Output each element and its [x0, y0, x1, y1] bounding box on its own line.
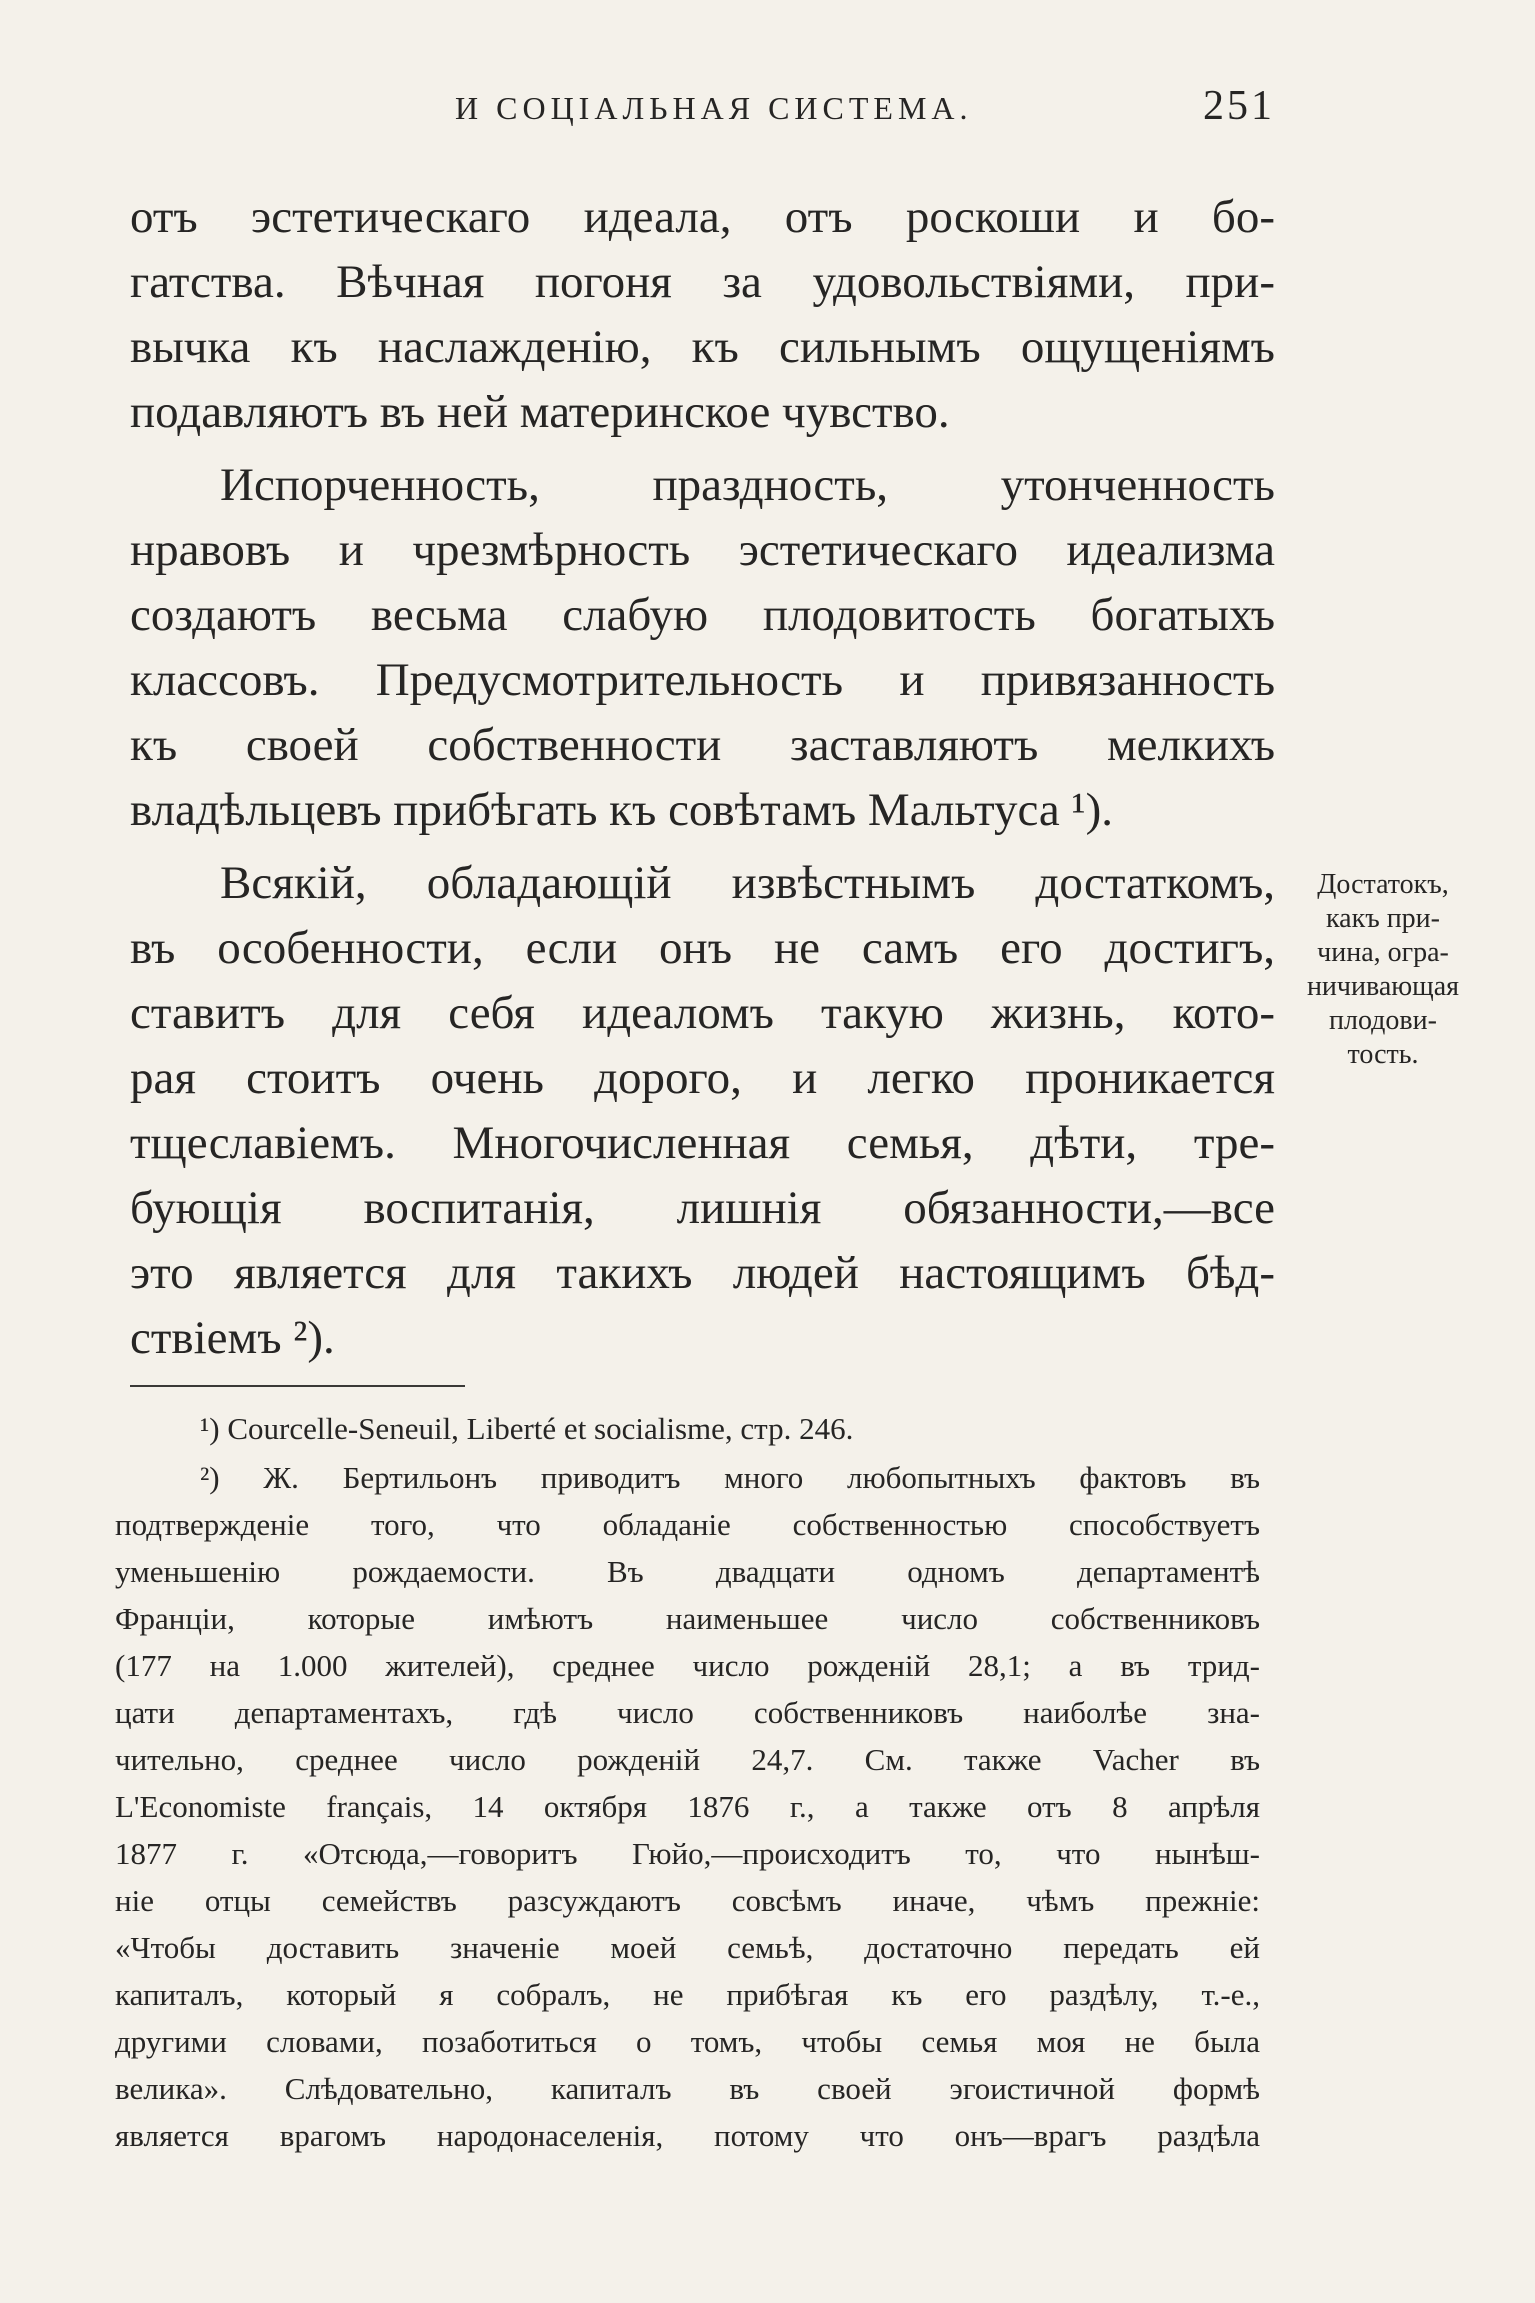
footnote-line: ¹) Courcelle-Seneuil, Liberté et socialisme, стр. 246. [200, 1411, 854, 1446]
text-line: подавляютъ въ ней материнское чувство. [130, 386, 950, 438]
footnote-line: капиталъ, который я собралъ, не прибѣгая къ его раздѣлу, т.-е., [115, 1977, 1260, 2012]
text-line: Всякій, обладающій извѣстнымъ достаткомъ, [220, 857, 1275, 909]
text-line: бующія воспитанія, лишнія обязанности,—все [130, 1182, 1275, 1234]
running-title: И СОЦІАЛЬНАЯ СИСТЕМА. [455, 90, 973, 126]
footnote-line: ніе отцы семействъ разсуждаютъ совсѣмъ иначе, чѣмъ прежніе: [115, 1883, 1260, 1918]
text-line: вычка къ наслажденію, къ сильнымъ ощущеніямъ [130, 321, 1275, 373]
text-line: къ своей собственности заставляютъ мелкихъ [130, 719, 1275, 771]
text-line: нравовъ и чрезмѣрность эстетическаго идеализма [130, 524, 1275, 576]
text-line: тщеславіемъ. Многочисленная семья, дѣти, тре- [130, 1117, 1275, 1169]
text-line: рая стоитъ очень дорого, и легко проникается [130, 1052, 1275, 1104]
page-header [455, 82, 1275, 132]
footnote-line: ²) Ж. Бертильонъ приводитъ много любопытныхъ фактовъ въ [200, 1460, 1260, 1495]
text-line: классовъ. Предусмотрительность и привязанность [130, 654, 1275, 706]
footnote-line: подтвержденіе того, что обладаніе собственностью способствуетъ [115, 1507, 1260, 1542]
footnote-line: цати департаментахъ, гдѣ число собственниковъ наиболѣе зна- [115, 1695, 1260, 1730]
margin-note-line: ничивающая [1306, 971, 1460, 1002]
margin-note-line: какъ при- [1326, 903, 1440, 934]
margin-note-line: тость. [1347, 1039, 1419, 1070]
text-line: владѣльцевъ прибѣгать къ совѣтамъ Мальтуса ¹). [130, 784, 1114, 836]
text-line: ствіемъ ²). [130, 1312, 335, 1364]
footnote-line: Франціи, которые имѣютъ наименьшее число собственниковъ [115, 1601, 1260, 1636]
margin-note [1283, 868, 1483, 1072]
text-line: ставитъ для себя идеаломъ такую жизнь, кото- [130, 987, 1275, 1039]
text-line: Испорченность, праздность, утонченность [220, 459, 1275, 511]
footnote-line: велика». Слѣдовательно, капиталъ въ своей эгоистичной формѣ [115, 2071, 1260, 2106]
footnote-line: уменьшенію рождаемости. Въ двадцати одномъ департаментѣ [115, 1554, 1260, 1589]
footnote-line: другими словами, позаботиться о томъ, чтобы семья моя не была [115, 2024, 1260, 2059]
text-line: гатства. Вѣчная погоня за удовольствіями, при- [130, 256, 1275, 308]
footnote-line: чительно, среднее число рожденій 24,7. См. также Vacher въ [115, 1742, 1260, 1777]
footnote-line: «Чтобы доставить значеніе моей семьѣ, достаточно передать ей [115, 1930, 1260, 1965]
text-line: создаютъ весьма слабую плодовитость богатыхъ [130, 589, 1275, 641]
page-number: 251 [1203, 83, 1275, 129]
text-line: въ особенности, если онъ не самъ его достигъ, [130, 922, 1275, 974]
margin-note-line: плодови- [1329, 1005, 1437, 1036]
footnote-line: 1877 г. «Отсюда,—говоритъ Гюйо,—происходитъ то, что нынѣш- [115, 1836, 1260, 1871]
main-text [130, 185, 1275, 1371]
footnote-line: (177 на 1.000 жителей), среднее число рожденій 28,1; а въ трид- [115, 1648, 1260, 1683]
text-line: отъ эстетическаго идеала, отъ роскоши и бо- [130, 191, 1275, 243]
footnotes [115, 1405, 1260, 2159]
footnote-line: является врагомъ народонаселенія, потому что онъ—врагъ раздѣла [115, 2118, 1260, 2153]
footnote-divider [130, 1385, 465, 1387]
footnote-line: L'Economiste français, 14 октября 1876 г., а также отъ 8 апрѣля [115, 1789, 1260, 1824]
margin-note-line: Достатокъ, [1317, 869, 1449, 900]
margin-note-line: чина, огра- [1317, 937, 1449, 968]
text-line: это является для такихъ людей настоящимъ бѣд- [130, 1247, 1275, 1299]
